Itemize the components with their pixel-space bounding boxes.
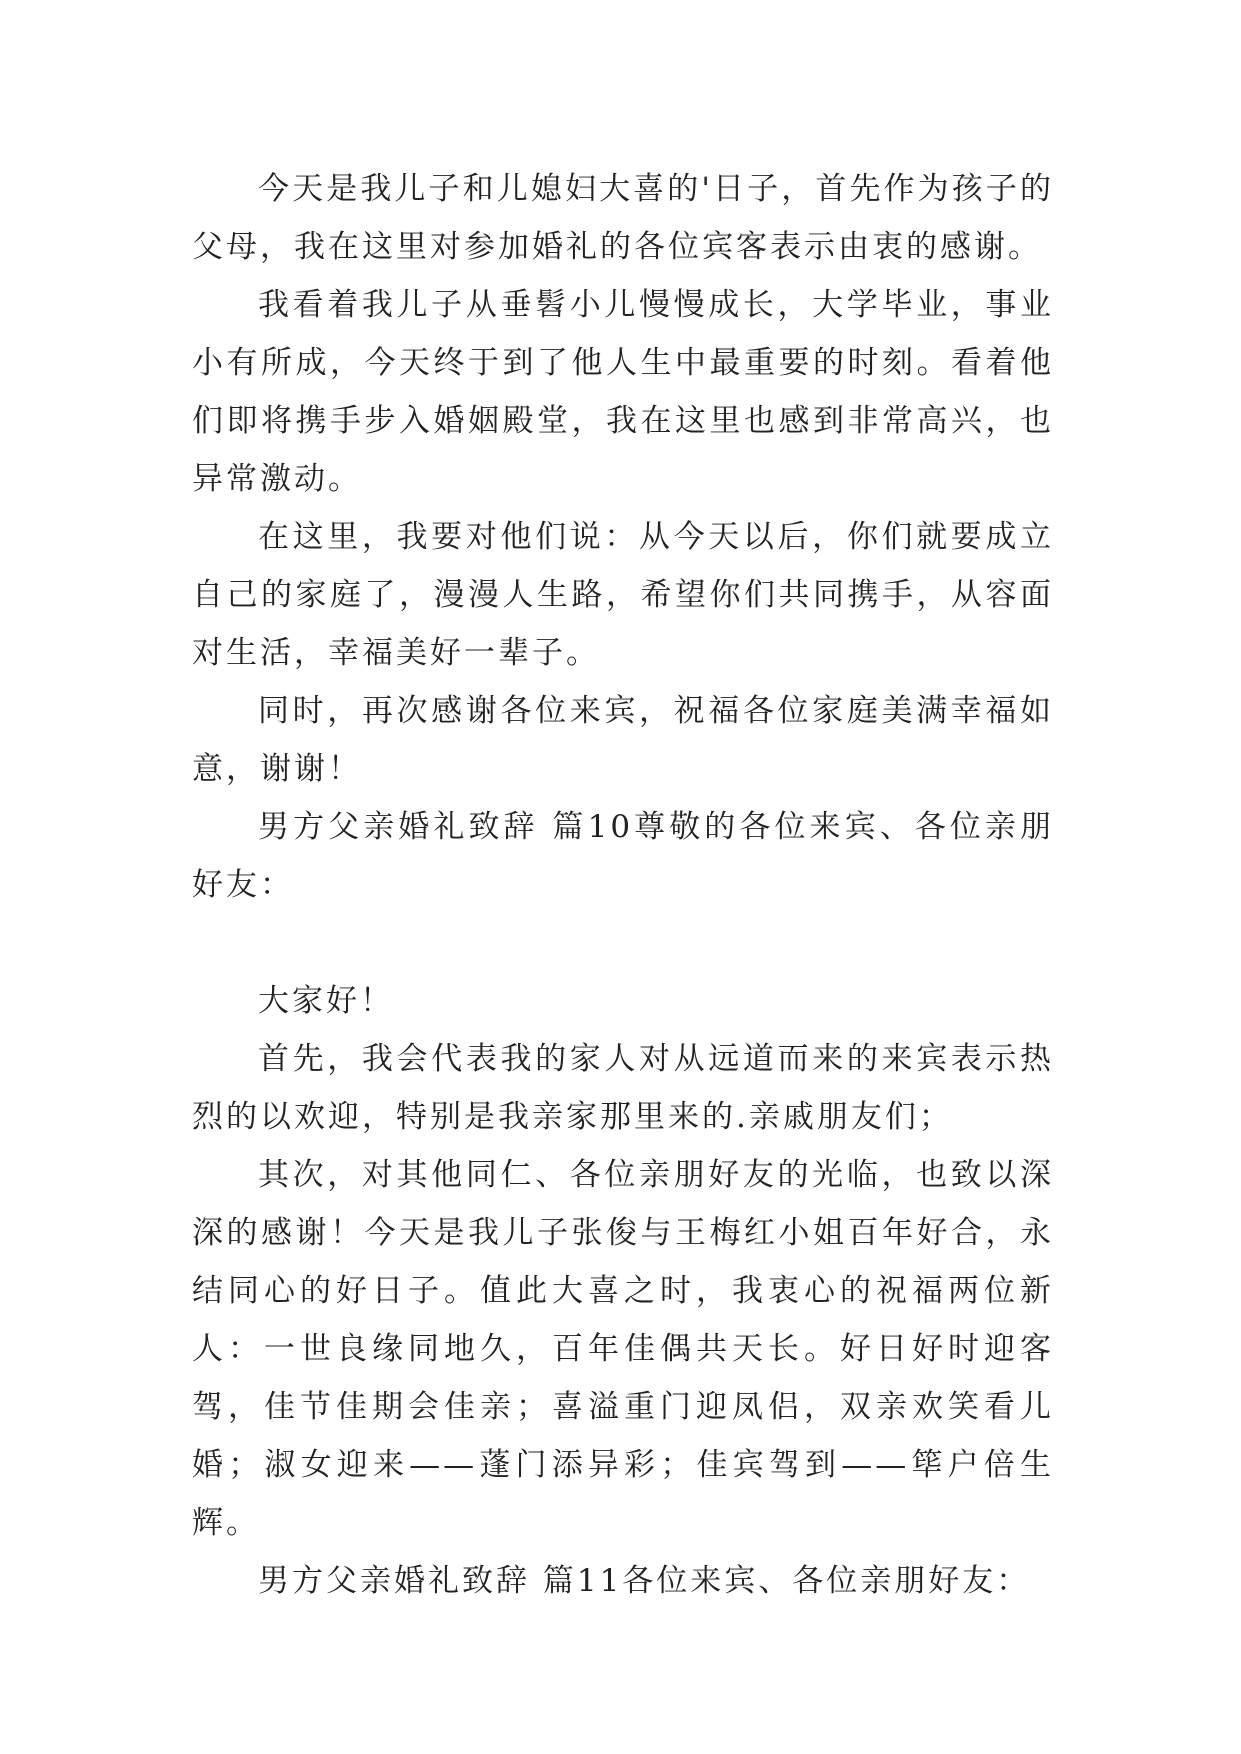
paragraph-spacer <box>192 914 1054 972</box>
document-body <box>192 160 1054 1610</box>
paragraph-son-growth: 我看着我儿子从垂髫小儿慢慢成长，大学毕业，事业小有所成，今天终于到了他人生中最重要的时刻。看着他们即将携手步入婚姻殿堂，我在这里也感到非常高兴，也异常激动。 <box>192 287 1054 497</box>
paragraph-closing-thanks: 同时，再次感谢各位来宾，祝福各位家庭美满幸福如意，谢谢！ <box>192 693 1054 787</box>
paragraph-greeting: 大家好！ <box>258 983 394 1019</box>
paragraph-thanks-intro: 今天是我儿子和儿媳妇大喜的'日子，首先作为孩子的父母，我在这里对参加婚礼的各位宾客表示由衷的感谢。 <box>192 171 1054 265</box>
section-heading-10: 男方父亲婚礼致辞 篇10尊敬的各位来宾、各位亲朋好友： <box>192 809 1054 903</box>
section-heading-11: 男方父亲婚礼致辞 篇11各位来宾、各位亲朋好友： <box>258 1563 1031 1599</box>
paragraph-advice: 在这里，我要对他们说：从今天以后，你们就要成立自己的家庭了，漫漫人生路，希望你们共同携手，从容面对生活，幸福美好一辈子。 <box>192 519 1054 671</box>
paragraph-welcome: 首先，我会代表我的家人对从远道而来的来宾表示热烈的以欢迎，特别是我亲家那里来的.亲戚朋友们； <box>192 1041 1054 1135</box>
paragraph-blessing: 其次，对其他同仁、各位亲朋好友的光临，也致以深深的感谢！今天是我儿子张俊与王梅红小姐百年好合，永结同心的好日子。值此大喜之时，我衷心的祝福两位新人：一世良缘同地久，百年佳偶共天长。好日好时迎客驾，佳节佳期会佳亲；喜溢重门迎凤侣，双亲欢笑看儿婚；淑女迎来——蓬门添异彩；佳宾驾到——筚户倍生辉。 <box>192 1157 1054 1541</box>
